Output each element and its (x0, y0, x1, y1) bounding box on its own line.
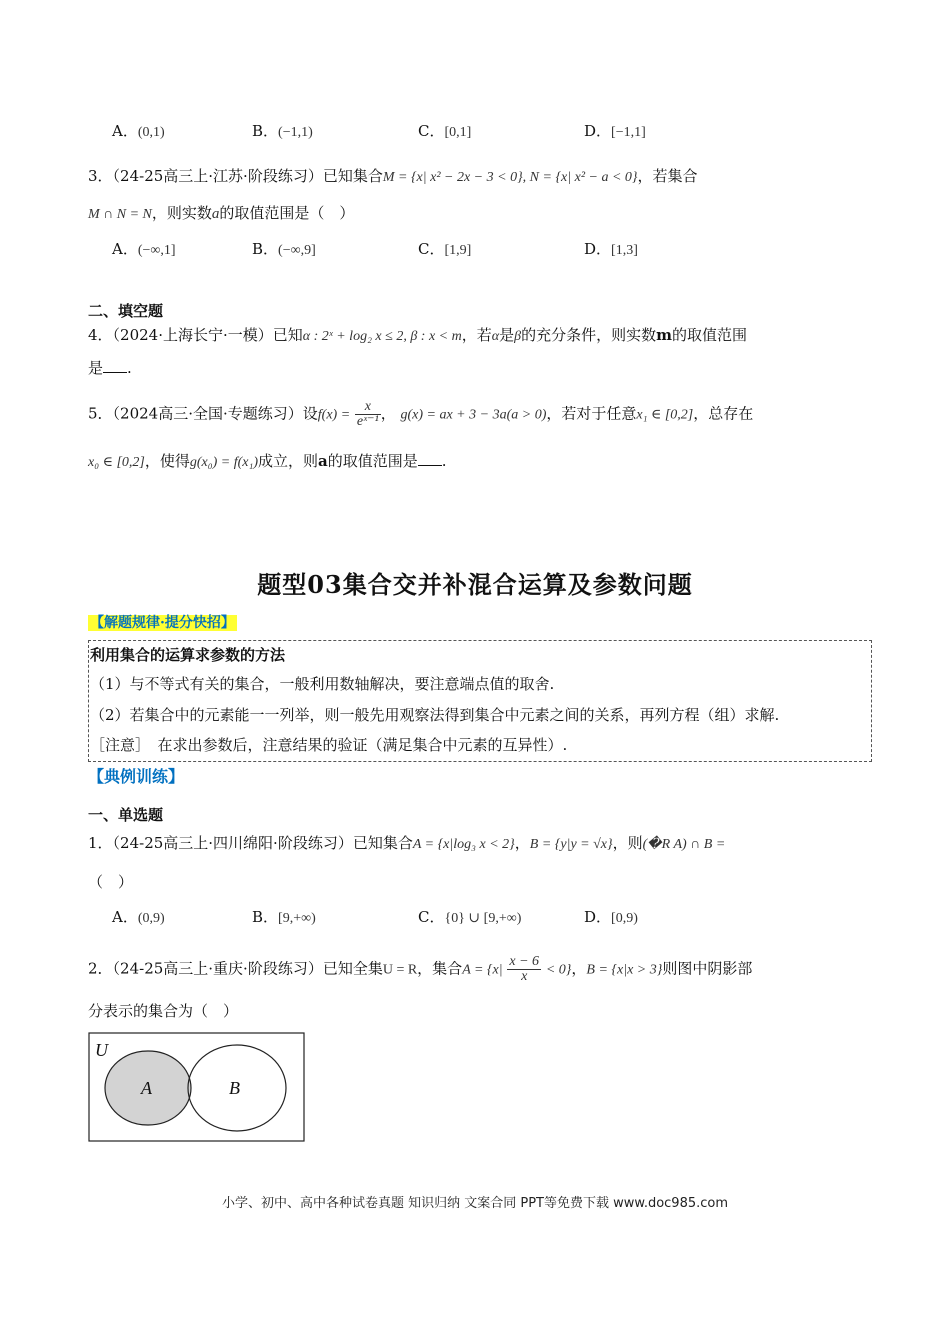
fraction-x-over-e: $\frac{x}{\text{eˣ⁻¹}}$ (356, 399, 379, 429)
fraction-x-minus-6-over-x: $\frac{x - 6}{x}$ (509, 954, 540, 984)
option-c: C．[0,1] (418, 122, 472, 140)
q3-option-a: A．(−∞,1] (112, 240, 176, 258)
option-a: A．(0,1) (112, 122, 165, 140)
page-title: 题型03集合交并补混合运算及参数问题 (257, 570, 693, 599)
option-b: B．(−1,1) (252, 122, 313, 140)
section-single-choice-title: 一、单选题 (88, 806, 164, 824)
venn-diagram (88, 1032, 306, 1144)
q3-option-d: D．[1,3] (584, 240, 638, 258)
example-tag: 【典例训练】 (88, 767, 185, 786)
example-1-line1: 1．（24-25高三上·四川绵阳·阶段练习）已知集合A = {x|log₃ x < 2}，B = {y|y = √x}，则(�R A) ∩ B = (88, 834, 726, 852)
venn-label-u: U (95, 1040, 108, 1060)
answer-blank[interactable] (103, 358, 127, 373)
question-4-line1: 4．（2024·上海长宁·一模）已知α : 2ˣ + log₂ x ≤ 2, β : x < m，若α是β的充分条件，则实数m的取值范围 (88, 326, 748, 344)
tips-heading: 利用集合的运算求参数的方法 (90, 646, 286, 664)
venn-label-b: B (229, 1078, 240, 1098)
tips-tag: 【解题规律·提分快招】 (90, 615, 235, 631)
example-2-line1: 2．（24-25高三上·重庆·阶段练习）已知全集U = R，集合A = {x| $\frac{x - 6}{x}$ < 0}，B = {x|x > 3}则图中阴影部 (88, 954, 753, 984)
q3-option-c: C．[1,9] (418, 240, 472, 258)
e1-option-d: D．[0,9) (584, 908, 638, 926)
q3-option-b: B．(−∞,9] (252, 240, 316, 258)
example-1-paren: （ ） (88, 873, 134, 891)
e1-option-a: A．(0,9) (112, 908, 165, 926)
section-fill-in-title: 二、填空题 (88, 302, 164, 320)
tips-line-3: ［注意］ 在求出参数后，注意结果的验证（满足集合中元素的互异性）. (90, 736, 568, 754)
answer-blank[interactable] (418, 451, 442, 466)
question-4-line2: 是 . (88, 359, 132, 377)
question-3-line2: M ∩ N = N，则实数a的取值范围是（ ） (88, 204, 355, 222)
tips-line-1: （1）与不等式有关的集合，一般利用数轴解决，要注意端点值的取舍. (90, 675, 555, 693)
e1-option-c: C．{0} ∪ [9,+∞) (418, 908, 522, 926)
e1-option-b: B．[9,+∞) (252, 908, 316, 926)
question-5-line1: 5．（2024高三·全国·专题练习）设f(x) = $\frac{x}{\text{eˣ⁻¹}}$ ， g(x) = ax + 3 − 3a(a > 0)，若对于任意x₁ ∈ [0,2]，总存在 (88, 399, 754, 429)
question-3-line1: 3．（24-25高三上·江苏·阶段练习）已知集合M = {x| x² − 2x − 3 < 0}, N = {x| x² − a < 0}，若集合 (88, 167, 698, 185)
question-5-line2: x₀ ∈ [0,2]，使得g(x₀) = f(x₁)成立，则a的取值范围是 . (88, 452, 447, 470)
tips-line-2: （2）若集合中的元素能一一列举，则一般先用观察法得到集合中元素之间的关系，再列方程（组）求解. (90, 706, 780, 724)
example-2-line2: 分表示的集合为（ ） (88, 1002, 239, 1020)
page-footer: 小学、初中、高中各种试卷真题 知识归纳 文案合同 PPT等免费下载 www.doc985.com (221, 1196, 729, 1211)
venn-label-a: A (141, 1078, 152, 1098)
option-d: D．[−1,1] (584, 122, 646, 140)
